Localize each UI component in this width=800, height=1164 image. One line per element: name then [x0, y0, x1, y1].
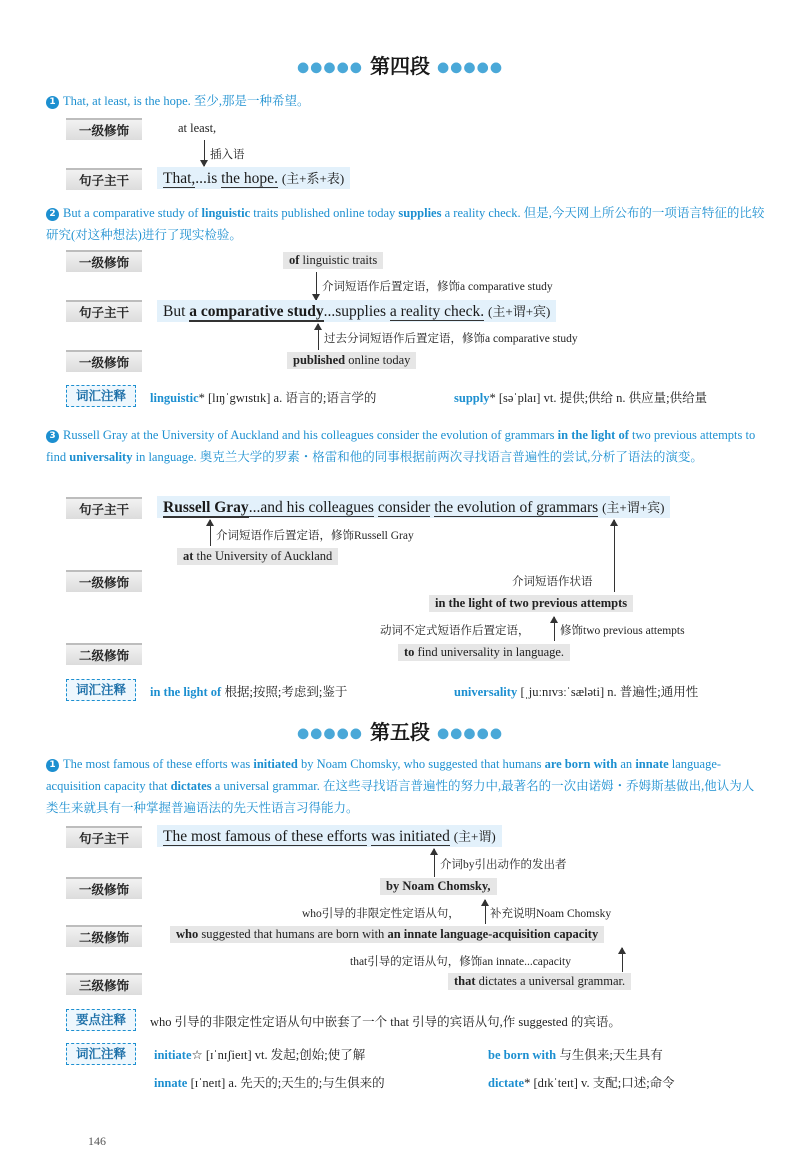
grammar-note: 补充说明Noam Chomsky — [490, 908, 612, 920]
sentence-text — [46, 753, 766, 819]
modifier-label: 一级修饰 — [66, 118, 142, 140]
heading-dots-right: ●●●●● — [436, 725, 504, 742]
arrow-up — [318, 324, 319, 350]
vocab-definition: 与生俱来;天生具有 — [559, 1048, 663, 1062]
modifier-phrase — [177, 548, 338, 565]
structure-tag: (主+谓+宾) — [488, 304, 551, 319]
vocab-word: initiate — [154, 1048, 192, 1062]
object: the evolution of grammars — [434, 499, 599, 516]
arrow-up — [210, 520, 211, 546]
keyword: innate — [635, 757, 669, 771]
vocab-word: universality — [454, 685, 518, 699]
modifier-phrase — [448, 973, 631, 990]
sentence-part: a reality check. 但是,今天网上所公布的一项语言特征的比较研究(对这种想法)进行了现实检验。 — [46, 206, 765, 242]
conjunction: But — [163, 303, 190, 320]
modifier-key: an innate language-acquisition capacity — [387, 927, 599, 941]
modifier-phrase — [283, 252, 383, 269]
predicate: ...supplies — [323, 303, 387, 320]
heading-dots-left: ●●●●● — [296, 725, 364, 742]
sentence-part: But a comparative study of — [63, 206, 202, 220]
heading-dots-left: ●●●●● — [296, 59, 364, 76]
vocab-definition: * [dɪkˈteɪt] v. 支配;口述;命令 — [524, 1076, 675, 1090]
vocab-label: 词汇注释 — [66, 1043, 136, 1065]
sentence-part: language-acquisition capacity that — [46, 757, 722, 793]
grammar-note: 介词短语作状语 — [512, 576, 593, 588]
grammar-note: 插入语 — [210, 149, 245, 161]
keyword: are born with — [544, 757, 618, 771]
modifier-head: that — [454, 974, 476, 988]
vocab-entry — [150, 388, 376, 406]
sentence-part: by Noam Chomsky, who suggested that humans — [297, 757, 545, 771]
modifier-label: 一级修饰 — [66, 250, 142, 272]
modifier-rest: linguistic traits — [299, 253, 378, 267]
grammar-note: 动词不定式短语作后置定语， — [380, 625, 530, 637]
vocab-entry — [454, 388, 707, 406]
grammar-note: 过去分词短语作后置定语，修饰a comparative study — [324, 333, 578, 345]
vocab-definition: * [lɪŋˈgwɪstɪk] a. 语言的;语言学的 — [198, 391, 377, 405]
structure-tag: (主+系+表) — [281, 171, 345, 186]
sentence-body: That, at least, is the hope. 至少,那是一种希望。 — [63, 94, 310, 108]
vocab-entry — [488, 1073, 675, 1091]
predicate: was initiated — [371, 828, 450, 845]
grammar-note: 介词短语作后置定语，修饰Russell Gray — [216, 530, 414, 542]
main-clause-label: 句子主干 — [66, 168, 142, 190]
keyword: supplies — [398, 206, 442, 220]
sentence-part: an — [617, 757, 636, 771]
subject: The most famous of these efforts — [163, 828, 368, 845]
modifier-label: 二级修饰 — [66, 643, 142, 665]
keyword: dictates — [170, 779, 212, 793]
modifier-head: at — [183, 549, 194, 563]
arrow-up — [614, 520, 615, 592]
subject: That, — [163, 170, 196, 187]
vocab-entry — [488, 1045, 663, 1063]
modifier-phrase — [170, 926, 604, 943]
main-clause-label: 句子主干 — [66, 826, 142, 848]
sentence-part: traits published online today — [250, 206, 399, 220]
modifier-phrase: at least, — [178, 121, 217, 135]
modifier-label: 一级修饰 — [66, 877, 142, 899]
keyword: linguistic — [201, 206, 251, 220]
vocab-entry — [454, 682, 698, 700]
vocab-entry — [154, 1073, 385, 1091]
modifier-rest: the University of Auckland — [193, 549, 333, 563]
section-heading-4 — [0, 50, 800, 79]
arrow-up — [622, 948, 623, 972]
section-heading-5 — [0, 716, 800, 745]
vocab-word: supply — [454, 391, 490, 405]
keyword: in the light of — [557, 428, 629, 442]
modifier-head: who — [176, 927, 199, 941]
sentence-number: 1 — [46, 759, 59, 772]
modifier-head: published — [293, 353, 346, 367]
predicate: consider — [377, 499, 431, 516]
modifier-rest: find universality in language. — [414, 645, 565, 659]
heading-dots-right: ●●●●● — [436, 59, 504, 76]
arrow-up — [434, 849, 435, 877]
arrow-up — [485, 900, 486, 924]
keyword: initiated — [253, 757, 298, 771]
modifier-phrase — [287, 352, 416, 369]
grammar-note: 介词短语作后置定语，修饰a comparative study — [322, 281, 553, 293]
modifier-head: of — [289, 253, 300, 267]
main-clause-label: 句子主干 — [66, 497, 142, 519]
modifier-rest: dictates a universal grammar. — [475, 974, 626, 988]
modifier-label: 一级修饰 — [66, 350, 142, 372]
grammar-note: that引导的定语从句，修饰an innate...capacity — [350, 956, 572, 968]
modifier-phrase — [398, 644, 570, 661]
sentence-text — [46, 90, 766, 112]
main-clause — [157, 496, 670, 518]
vocab-definition: * [səˈplaɪ] vt. 提供;供给 n. 供应量;供给量 — [489, 391, 708, 405]
grammar-note: 修饰two previous attempts — [560, 625, 685, 637]
arrow-up — [554, 617, 555, 641]
vocab-definition: ☆ [ɪˈnɪʃieɪt] vt. 发起;创始;使了解 — [191, 1048, 366, 1062]
arrow-down — [316, 272, 317, 300]
modifier-rest: online today — [345, 353, 411, 367]
vocab-word: dictate — [488, 1076, 525, 1090]
vocab-word: innate — [154, 1076, 188, 1090]
sentence-number: 1 — [46, 96, 59, 109]
grammar-note: 介词by引出动作的发出者 — [440, 859, 567, 871]
vocab-entry — [150, 682, 347, 700]
modifier-label: 一级修饰 — [66, 570, 142, 592]
sentence-number: 2 — [46, 208, 59, 221]
sentence-text — [46, 424, 766, 468]
vocab-definition: [ɪˈneɪt] a. 先天的;天生的;与生俱来的 — [190, 1076, 385, 1090]
sentence-part: in language. 奥克兰大学的罗素・格雷和他的同事根据前两次寻找语言普遍性的尝试,分析了语法的演变。 — [132, 450, 703, 464]
arrow-down — [204, 140, 205, 166]
vocab-word: be born with — [488, 1048, 557, 1062]
subject-rest: ...and his colleagues — [248, 499, 374, 516]
main-clause-label: 句子主干 — [66, 300, 142, 322]
sentence-part: The most famous of these efforts was — [63, 757, 254, 771]
sentence-number: 3 — [46, 430, 59, 443]
modifier-label: 二级修饰 — [66, 925, 142, 947]
linking-verb: ...is — [195, 170, 218, 187]
modifier-phrase: in the light of two previous attempts — [429, 595, 633, 612]
modifier-label: 三级修饰 — [66, 973, 142, 995]
sentence-part: Russell Gray at the University of Auckland and his colleagues consider the evolution of grammars — [63, 428, 558, 442]
vocab-definition: 根据;按照;考虑到;鉴于 — [224, 685, 348, 699]
key-point-text: who 引导的非限定性定语从句中嵌套了一个 that 引导的宾语从句,作 suggested 的宾语。 — [150, 1015, 621, 1029]
main-clause — [157, 825, 502, 847]
heading-text: 第四段 — [370, 54, 430, 78]
vocab-word: in the light of — [150, 685, 222, 699]
heading-text: 第五段 — [370, 720, 430, 744]
sentence-text — [46, 202, 766, 246]
vocab-label: 词汇注释 — [66, 679, 136, 701]
key-point-label: 要点注释 — [66, 1009, 136, 1031]
modifier-rest: suggested that humans are born with — [198, 927, 388, 941]
main-clause — [157, 300, 556, 322]
predicative: the hope. — [221, 170, 278, 187]
grammar-note: who引导的非限定性定语从句， — [302, 908, 460, 920]
vocab-definition: [ˌjuːnɪvɜːˈsæləti] n. 普遍性;通用性 — [520, 685, 699, 699]
vocab-label: 词汇注释 — [66, 385, 136, 407]
sentence-part: a universal grammar. 在这些寻找语言普遍性的努力中,最著名的一次由诺姆・乔姆斯基做出,他认为人类生来就具有一种掌握普遍语法的先天性语言习得能力。 — [46, 779, 755, 815]
vocab-entry — [154, 1045, 365, 1063]
structure-tag: (主+谓+宾) — [602, 500, 665, 515]
subject: Russell Gray — [163, 499, 249, 516]
keyword: universality — [69, 450, 133, 464]
object: a reality check. — [389, 303, 485, 320]
page-number: 146 — [88, 1134, 106, 1148]
modifier-head: to — [404, 645, 415, 659]
modifier-phrase: by Noam Chomsky, — [380, 878, 497, 895]
sentence-part: two previous attempts to find — [46, 428, 756, 464]
subject: a comparative study — [189, 303, 324, 320]
main-clause — [157, 167, 350, 189]
structure-tag: (主+谓) — [453, 829, 496, 844]
vocab-word: linguistic — [150, 391, 199, 405]
